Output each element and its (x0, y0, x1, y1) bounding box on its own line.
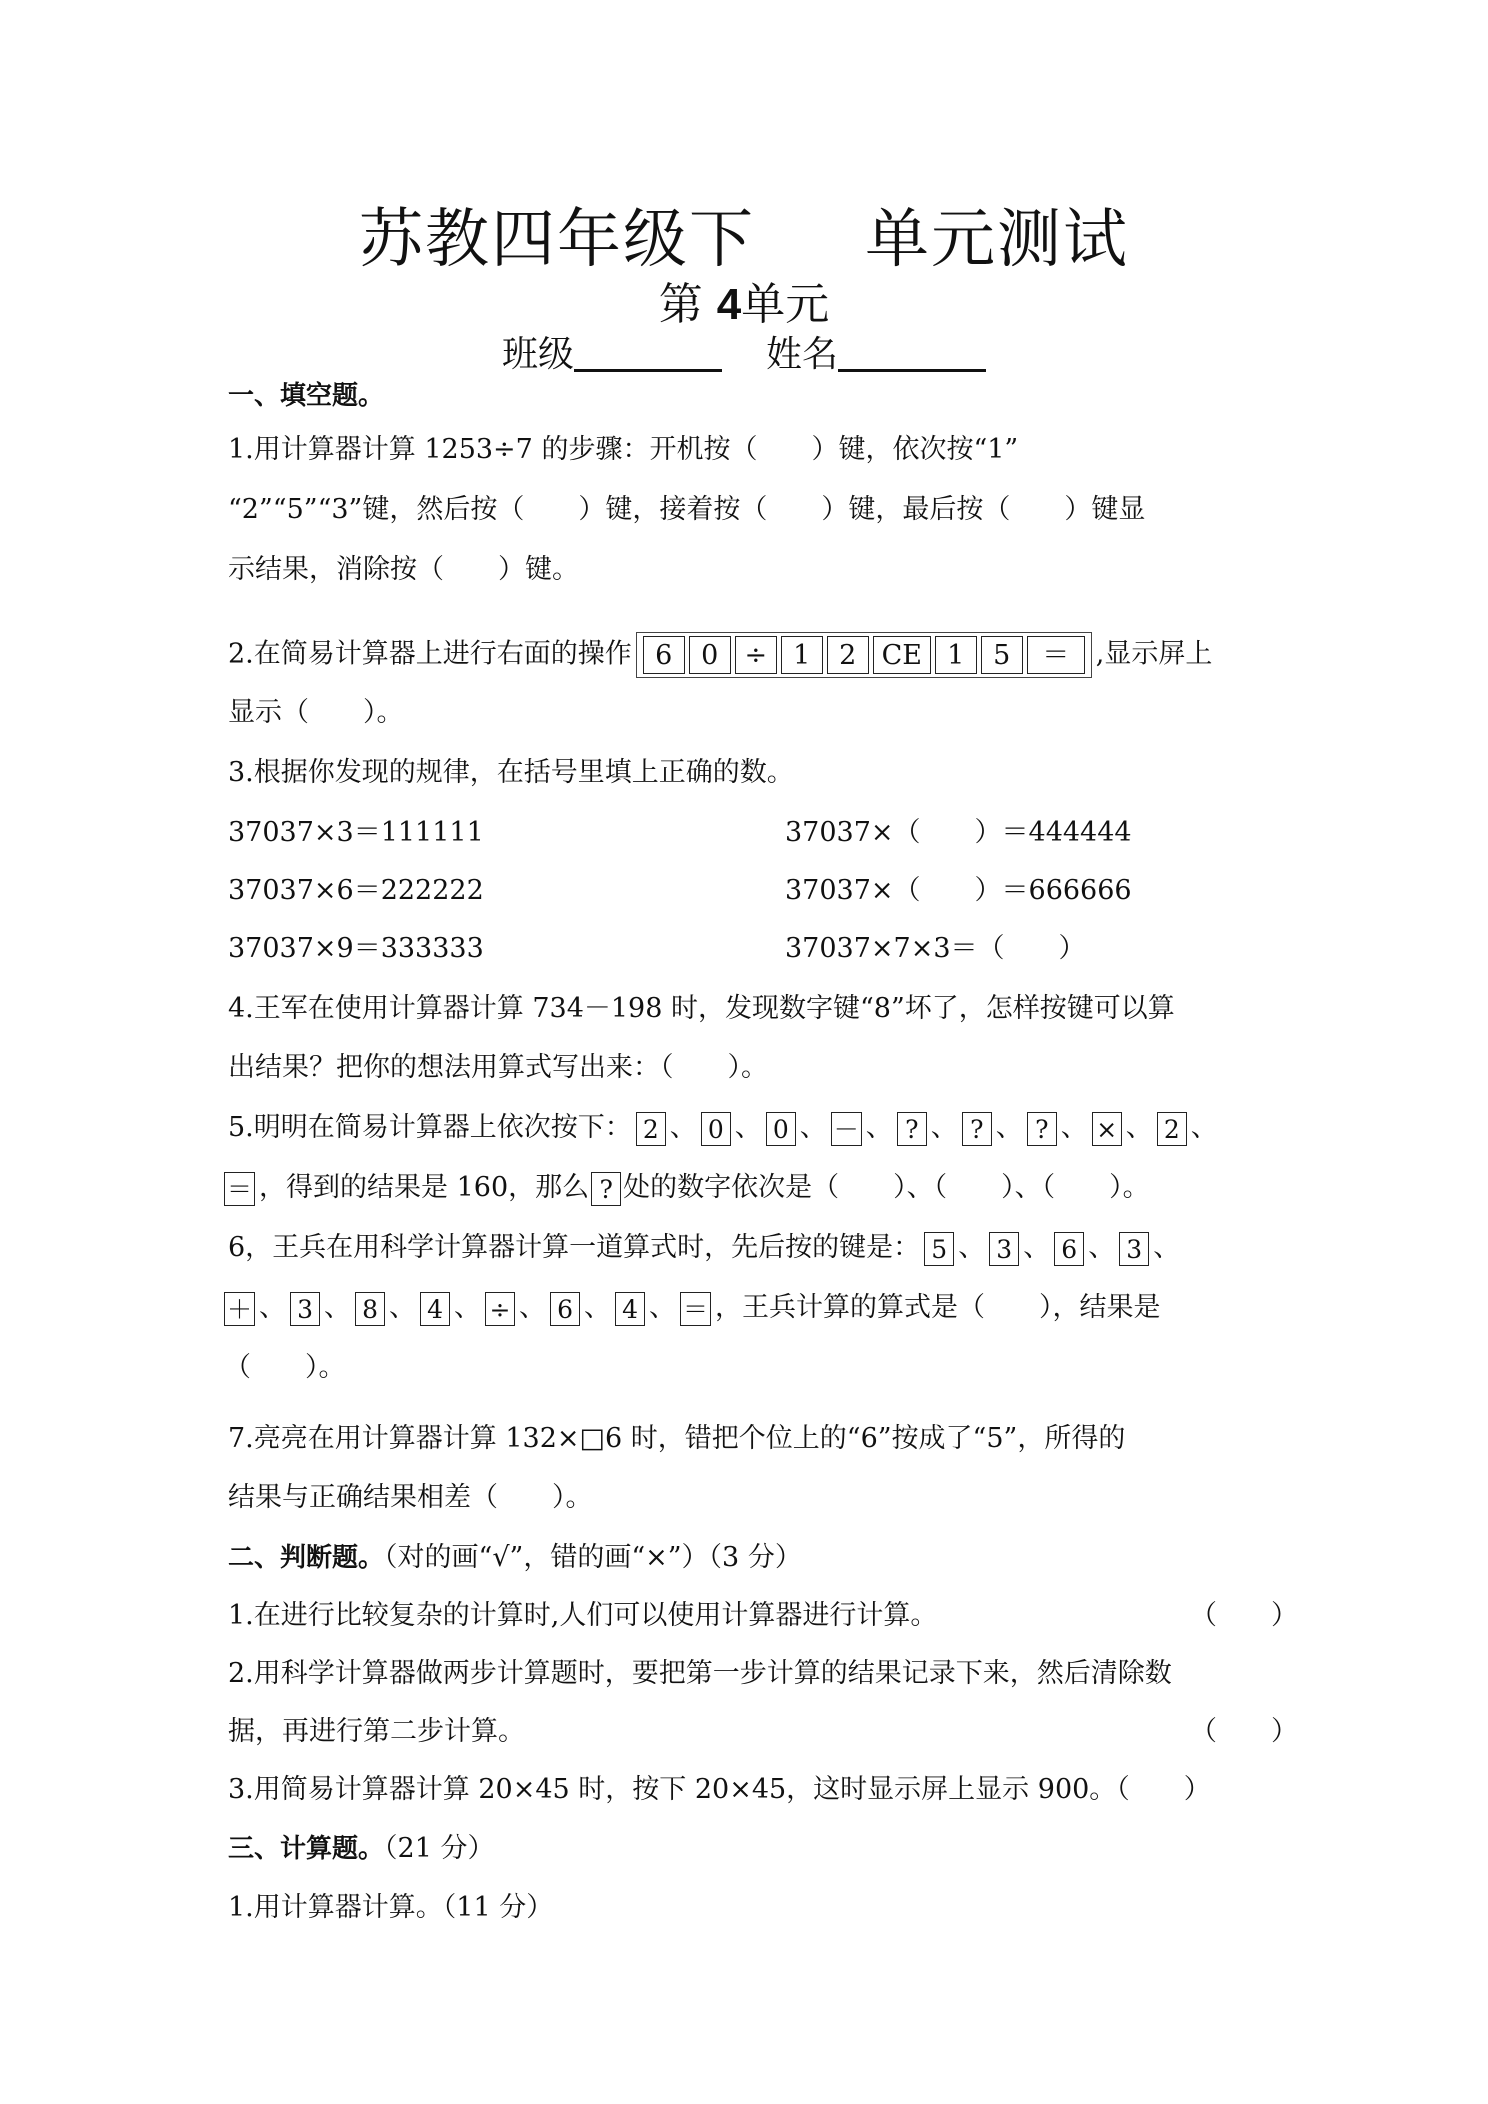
q2-post: ,显示屏上 (1095, 638, 1213, 670)
q5-line2 (224, 1170, 1150, 1206)
key: ? (897, 1112, 927, 1146)
sep: 、 (799, 1112, 827, 1143)
key: 5 (981, 636, 1023, 674)
section3-heading: 三、计算题。 (228, 1834, 385, 1864)
sep: 、 (454, 1292, 482, 1323)
section2-heading: 二、判断题。 (228, 1543, 385, 1573)
q3-left: 37037×9＝333333 (228, 933, 484, 964)
s2-q1: 1.在进行比较复杂的计算时,人们可以使用计算器进行计算。 (228, 1600, 938, 1631)
q3-right: 37037×7×3＝（ ） (785, 933, 1086, 964)
sep: 、 (389, 1292, 417, 1323)
q5-text: 5.明明在简易计算器上依次按下： (228, 1112, 632, 1143)
q2-line1 (228, 632, 1212, 678)
key: 6 (643, 636, 685, 674)
q1-line1: 1.用计算器计算 1253÷7 的步骤：开机按（ ）键，依次按“1” (228, 434, 1019, 465)
key: 0 (689, 636, 731, 674)
key: ＝ (224, 1172, 255, 1206)
sep: 、 (519, 1292, 547, 1323)
title-left: 苏教四年级下 (359, 203, 755, 277)
q2-key-sequence (636, 632, 1092, 678)
key: 8 (355, 1292, 385, 1326)
q1-line2: “2”“5”“3”键，然后按（ ）键，接着按（ ）键，最后按（ ）键显 (228, 494, 1146, 525)
q5-text-a: ，得到的结果是 160，那么 (259, 1172, 590, 1203)
q5-line1 (228, 1110, 1218, 1146)
section3-note: （21 分） (384, 1833, 495, 1864)
s2-q2-line2: 据，再进行第二步计算。 (228, 1716, 525, 1747)
class-label: 班级 (501, 334, 574, 375)
student-info-line (0, 326, 1488, 377)
unit-suffix: 单元 (741, 279, 830, 330)
q4-line2: 出结果？把你的想法用算式写出来：（ ）。 (228, 1052, 768, 1083)
sep: 、 (1060, 1112, 1088, 1143)
key: 0 (766, 1112, 796, 1146)
key: CE (873, 636, 931, 674)
key: 1 (781, 636, 823, 674)
sep: 、 (259, 1292, 287, 1323)
unit-number: 4 (716, 280, 742, 329)
q3-row (228, 873, 484, 909)
sep: 、 (669, 1112, 697, 1143)
sep: 、 (324, 1292, 352, 1323)
key: ＝ (1027, 636, 1085, 674)
s2-q1-paren[interactable]: （ ） (1190, 1600, 1298, 1631)
key: ? (591, 1172, 621, 1206)
unit-subtitle (0, 268, 1488, 332)
sep: 、 (1023, 1232, 1051, 1263)
section1-heading: 一、填空题。 (228, 381, 385, 411)
key: 3 (1119, 1232, 1149, 1266)
q6-line1 (228, 1230, 1180, 1266)
unit-prefix: 第 (658, 279, 703, 330)
key: 5 (924, 1232, 954, 1266)
sep: 、 (1153, 1232, 1181, 1263)
s2-q2-line1: 2.用科学计算器做两步计算题时，要把第一步计算的结果记录下来，然后清除数 (228, 1658, 1172, 1689)
q3-right: 37037×（ ）＝666666 (785, 875, 1132, 906)
sep: 、 (1190, 1112, 1218, 1143)
key: 1 (935, 636, 977, 674)
key: × (1092, 1112, 1122, 1146)
key: ? (1027, 1112, 1057, 1146)
key: 2 (636, 1112, 666, 1146)
q2-text: 2.在简易计算器上进行右面的操作 (228, 638, 632, 670)
q6-text: 6，王兵在用科学计算器计算一道算式时，先后按的键是： (228, 1232, 921, 1263)
section3-heading-line (228, 1831, 494, 1867)
q6-text-post: ，王兵计算的算式是（ ），结果是 (715, 1292, 1161, 1323)
key: ? (962, 1112, 992, 1146)
key: 3 (989, 1232, 1019, 1266)
key: － (831, 1112, 862, 1146)
q3-row (228, 931, 484, 967)
q3-line1: 3.根据你发现的规律，在括号里填上正确的数。 (228, 757, 794, 788)
q6-line3: （ ）。 (224, 1352, 346, 1383)
key: ÷ (735, 636, 777, 674)
sep: 、 (958, 1232, 986, 1263)
q7-line1: 7.亮亮在用计算器计算 132×□6 时，错把个位上的“6”按成了“5”，所得的 (228, 1423, 1126, 1454)
key: 6 (1054, 1232, 1084, 1266)
key: 4 (420, 1292, 450, 1326)
key: 6 (550, 1292, 580, 1326)
sep: 、 (649, 1292, 677, 1323)
page-title (0, 188, 1488, 280)
key: ＋ (224, 1292, 255, 1326)
q5-text-b: 处的数字依次是（ ）、（ ）、（ ）。 (623, 1172, 1150, 1203)
q2-line2: 显示（ ）。 (228, 697, 404, 728)
s3-q1: 1.用计算器计算。（11 分） (228, 1892, 554, 1923)
q6-line2 (224, 1290, 1161, 1326)
q3-left: 37037×6＝222222 (228, 875, 484, 906)
sep: 、 (1088, 1232, 1116, 1263)
sep: 、 (734, 1112, 762, 1143)
sep: 、 (584, 1292, 612, 1323)
key: 2 (827, 636, 869, 674)
section2-note: （对的画“√”，错的画“×”）（3 分） (384, 1542, 802, 1573)
q3-right: 37037×（ ）＝444444 (785, 817, 1132, 848)
sep: 、 (865, 1112, 893, 1143)
name-blank[interactable] (838, 333, 986, 372)
class-blank[interactable] (574, 333, 722, 372)
s2-q2-paren[interactable]: （ ） (1190, 1716, 1298, 1747)
key: ＝ (680, 1292, 711, 1326)
q4-line1: 4.王军在使用计算器计算 734－198 时，发现数字键“8”坏了，怎样按键可以算 (228, 993, 1175, 1024)
sep: 、 (1125, 1112, 1153, 1143)
key: 4 (615, 1292, 645, 1326)
q3-left: 37037×3＝111111 (228, 817, 484, 848)
section2-heading-line (228, 1540, 802, 1576)
sep: 、 (995, 1112, 1023, 1143)
s2-q3: 3.用简易计算器计算 20×45 时，按下 20×45，这时显示屏上显示 900。（ ） (228, 1774, 1211, 1805)
q1-line3: 示结果，消除按（ ）键。 (228, 554, 579, 585)
key: 3 (290, 1292, 320, 1326)
key: ÷ (485, 1292, 515, 1326)
sep: 、 (930, 1112, 958, 1143)
key: 0 (701, 1112, 731, 1146)
key: 2 (1157, 1112, 1187, 1146)
q7-line2: 结果与正确结果相差（ ）。 (228, 1482, 593, 1513)
name-label: 姓名 (766, 334, 839, 375)
q3-row (228, 815, 484, 851)
title-right: 单元测试 (865, 203, 1129, 277)
